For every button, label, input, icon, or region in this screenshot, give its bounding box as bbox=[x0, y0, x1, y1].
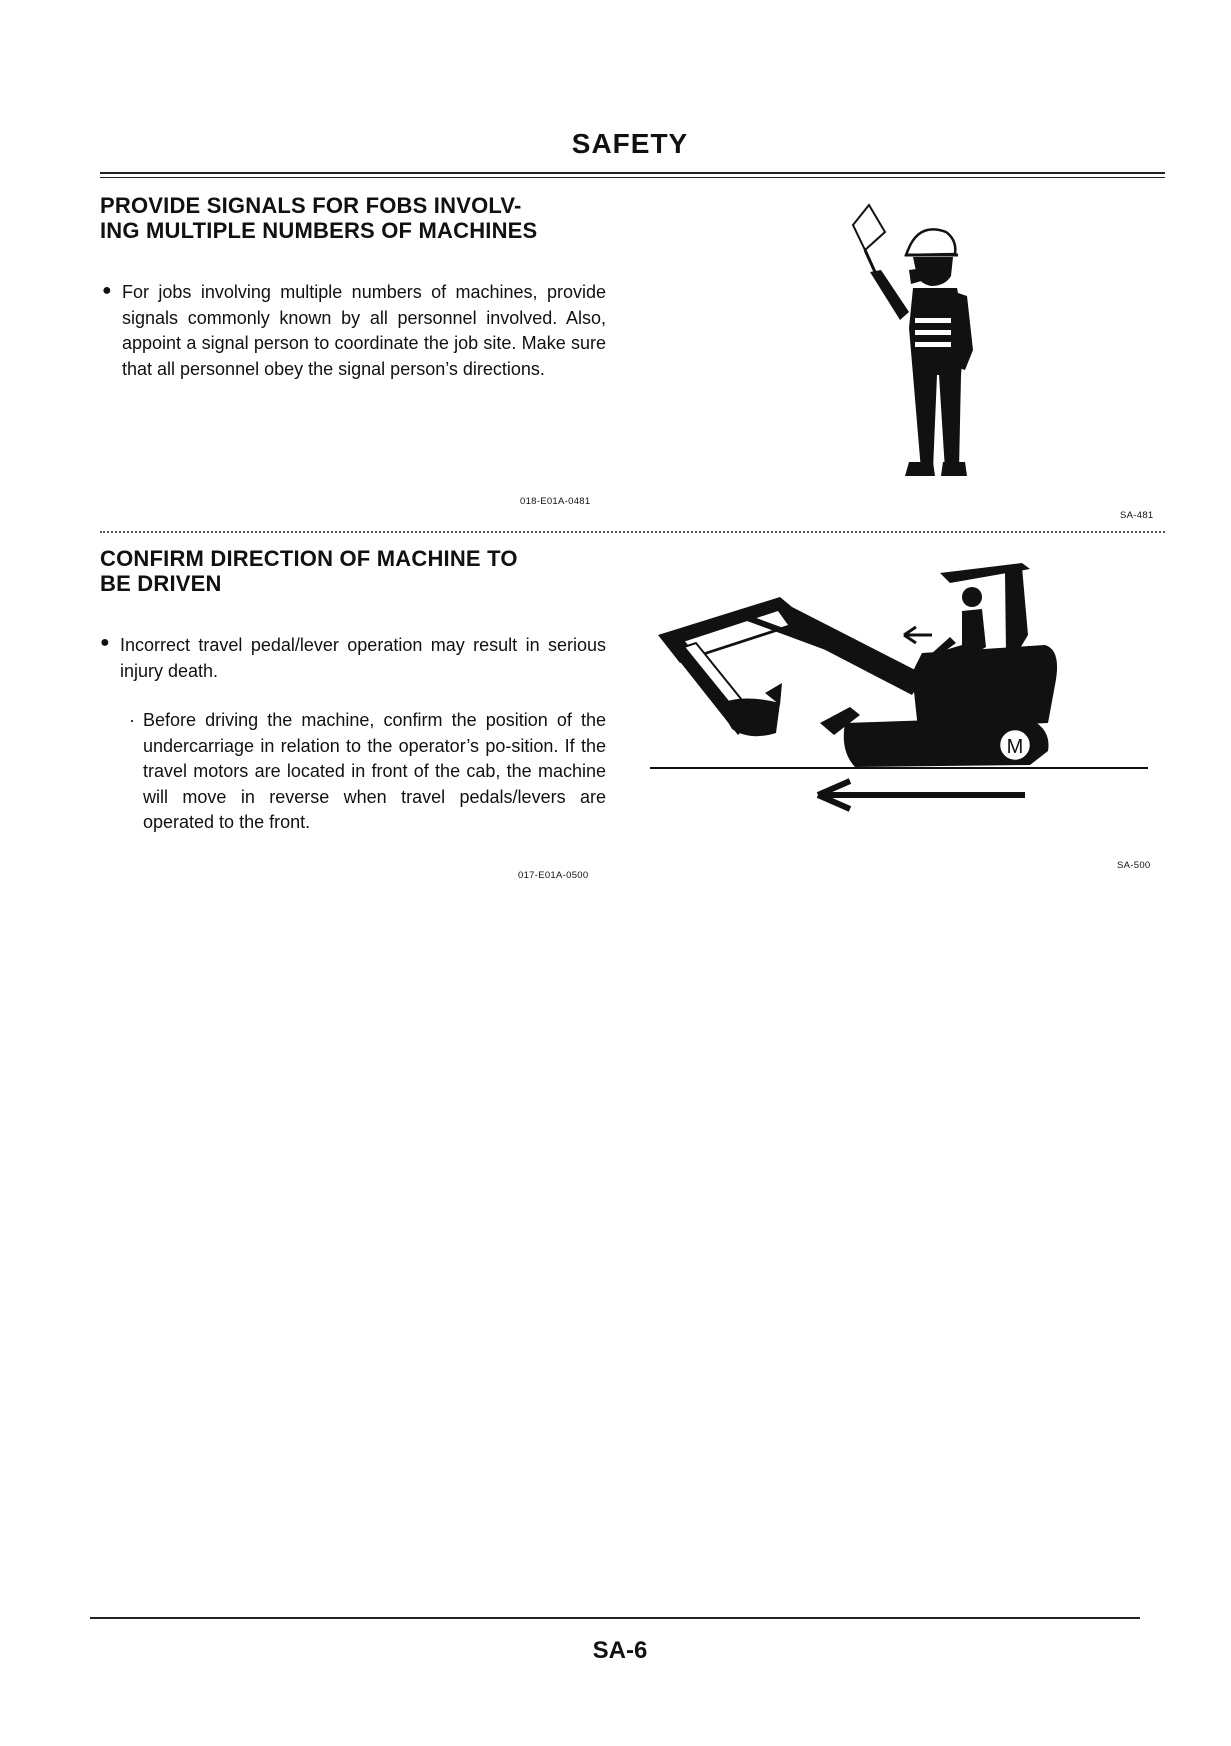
section-2-heading bbox=[100, 546, 608, 596]
section-1-code: 018-E01A-0481 bbox=[520, 496, 591, 507]
figure-2-label: SA-500 bbox=[1117, 860, 1151, 871]
section-divider bbox=[100, 531, 1165, 533]
travel-direction-arrow-icon bbox=[818, 781, 1025, 809]
sub-bullet-icon: · bbox=[129, 710, 135, 730]
section-2-bullet: Incorrect travel pedal/lever operation may result in serious injury death. bbox=[120, 635, 606, 681]
excavator-direction-illustration bbox=[650, 555, 1160, 855]
section-1-heading bbox=[100, 193, 608, 243]
bullet-icon: ● bbox=[100, 634, 110, 651]
section-1-heading-line2: ING MULTIPLE NUMBERS OF MACHINES bbox=[100, 218, 538, 243]
page-number: SA-6 bbox=[592, 1637, 648, 1664]
section-1-heading-line1: PROVIDE SIGNALS FOR FOBS INVOLV- bbox=[100, 193, 522, 218]
header-rule-thin bbox=[100, 177, 1165, 178]
svg-text:M: M bbox=[1006, 736, 1024, 758]
header-rule bbox=[100, 172, 1165, 174]
flag-icon bbox=[853, 205, 885, 272]
bullet-icon: ● bbox=[102, 282, 112, 299]
direction-arrow-small-icon bbox=[904, 627, 932, 643]
footer-rule bbox=[90, 1617, 1140, 1619]
section-2-heading-line1: CONFIRM DIRECTION OF MACHINE TO bbox=[100, 546, 518, 571]
section-2-sub-bullet: Before driving the machine, confirm the position of the undercarriage in relation to the operator’s po-sition. If the travel motors are located in front of the cab, the machine will move in reverse when travel pedals/levers are operated to the front. bbox=[143, 710, 606, 832]
section-2-code: 017-E01A-0500 bbox=[518, 870, 589, 881]
signal-person-illustration bbox=[825, 200, 1005, 485]
figure-1-label: SA-481 bbox=[1120, 510, 1154, 521]
section-1-bullet: For jobs involving multiple numbers of machines, provide signals commonly known by all personnel involved. Also, appoint a signal person to coordinate the job site. Make sure that all personnel obey the signal person’s directions. bbox=[122, 282, 606, 379]
section-2-heading-line2: BE DRIVEN bbox=[100, 571, 222, 596]
travel-motor-icon bbox=[999, 729, 1031, 761]
page-title: SAFETY bbox=[571, 128, 689, 159]
